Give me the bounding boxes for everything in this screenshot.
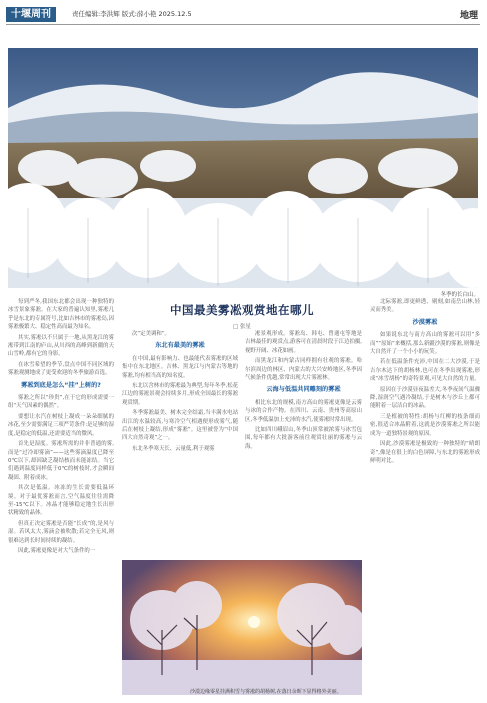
paragraph: 而黑龙江和内蒙古同样拥有壮观的雾凇。哈尔滨周边的林区、内蒙古的大兴安岭地区,冬季因气候条件优越,常常出现大片雾凇林。 [245, 358, 362, 382]
paragraph: 首先是湿度。雾凇所需的并非普通的雾,而是“过冷却雾滴”——这些雾滴温度已降至0℃以下,却因缺乏凝结核而未能冻结。当它们遇到温度同样低于0℃的树枝时,才会瞬间凝固、附着成冰。 [8, 441, 114, 481]
subheading: 云海与低温共同雕刻的雾凇 [266, 386, 341, 394]
paragraph: 三是植被的特性:胡杨与红柳的枝条细而密,很适合冰晶附着,这就是沙漠雾凇之所以能成为一道独特景观的原因。 [370, 413, 480, 437]
paragraph: 其次是低温。冰冻的生长需要低温环境。对于最优雾凇而言,空气温度往往需降至-15℃以下。冰晶才能够稳定地生长出形状精致的晶体。 [8, 485, 114, 517]
subheading: 雾凇到底是怎么“挂”上树的? [21, 381, 101, 389]
paragraph: 要想让水汽在树枝上凝成一朵朵细腻的冰花,至少需要满足三项严苛条件:是足够的湿度,是稳定的低温,还需要适当的微风。 [8, 413, 114, 437]
page-header [6, 6, 480, 25]
paragraph: 因此,雾凇更像是对大气条件的一 [18, 547, 96, 554]
column-1 [8, 298, 114, 701]
column-2 [122, 330, 238, 555]
article-title: 中国最美雾凇观赏地在哪儿 [170, 303, 314, 317]
article-byline: □ 张星 [233, 324, 251, 330]
hero-photo [8, 48, 478, 288]
paragraph: 原因在于沙漠昼夜温差大,冬季夜间气温骤降,湿润空气遇冷凝结,于是树木与沙丘上都可能附着一层洁白的冰晶。 [370, 386, 480, 410]
newspaper-brand: 十堰周刊 [6, 7, 56, 22]
paragraph: 冬季雾凇最美、树木完全结霜,当丰满水电站出江的水温较高,与寒冷空气相遇便形成雾气,随后在树枝上凝结,形成“雾凇”。这里被誉为“中国四大自然奇观”之一。 [122, 410, 238, 442]
section-label: 地理 [459, 11, 478, 21]
desert-rime-photo [122, 560, 362, 695]
hero-caption: 冬季的长白山。 [440, 292, 479, 298]
editor-credits: 责任编辑:李洪辉 版式:薛小艳 2025.12.5 [72, 10, 192, 18]
paragraph: 如果说东北与南方高山的雾凇可以用“多而”“原始”来概括,那么新疆沙漠的雾凇,则像是大自然开了一个小小的玩笑。 [370, 332, 480, 356]
paragraph: 在中国,最有影响力、也最能代表雾凇的区域集中在东北地区。吉林、黑龙江与内蒙古等地的雾凇,均有相当高的知名度。 [122, 355, 238, 379]
paragraph: 相比东北的规模,南方高山的雾凇更像是云雾与冰的合作产物。在四川、云南、贵州等高原山区,冬季低温加上充沛的水汽,使雾凇时常出现。 [245, 399, 362, 423]
paragraph: 雾凇之所以“珍贵”,在于它的形成需要一组“天气因素的偶然”。 [8, 395, 114, 410]
desert-photo-caption: 沙漠边缘零星挂满积雪与雾凇的胡杨树,在落日余晖下显得格外美丽。 [190, 689, 342, 695]
sunset-frosted-trees-image [122, 560, 362, 695]
paragraph: 因此,沙漠雾凇是极致的一种独特的“晴朗奇”,像是在很上的白色屏障,与东北的雾凇形成鲜明对比。 [370, 441, 480, 464]
article-title-block [122, 302, 362, 330]
paragraph: 次“定美调和”。 [132, 331, 170, 337]
paragraph: 其实,雾凇以不只属于一地,从黑龙江的雾淞带到江南的庐山,从川西的高峰到新疆的天山雪岭,都有它的身影。 [8, 334, 114, 358]
paragraph: 东北以含林市的雾凇最为典型,每年冬季,松花江边的雾凇景观会持续多月,形成全国最长的雾凇观赏期。 [122, 383, 238, 406]
paragraph: 东北冬季寒天长、云量低,利于观雾 [132, 445, 215, 452]
paragraph: 每到严冬,我国东北都会出现一种独特的冰雪景象雾凇。在大家的普遍认知里,雾凇几乎是东北的专属符号,比如吉林市的雾凇岛,因雾凇极繁大、稳定性高而最为知名。 [8, 299, 114, 331]
frosted-forest-landscape-image [8, 48, 478, 288]
paragraph: 在冰雪希望的季节,盘点中国不同区域的雾凇观测地成了更受欢迎的冬季旅游首选。 [8, 361, 114, 377]
paragraph: 但真正决定雾凇是否能“长成”的,是风与湿。若风太大,雾滴会被吹散;若完全无风,则很难达到长时间持续的凝结。 [8, 520, 114, 544]
subheading: 沙漠雾凇 [412, 318, 438, 326]
paragraph: 凇景观形成。雾凇岛、韩屯、曾通屯等地是吉林最佳的观赏点,游客可在清晨时段于江边拍摄,视野开阔、冰花如画。 [245, 331, 362, 354]
column-3 [245, 330, 362, 555]
paragraph: 比如四川峨眉山,冬季山顶常被浓雾与冰雪包围,每年都有大批游客前往观赏壮丽的雾凇与云海。 [245, 427, 362, 450]
paragraph: 若在低温条件充沛,中国在二大沙漠,于是吉尔木达下的胡杨林,也可在冬季出现雾凇,形成“冰雪胡杨”的奇特景观,可见大自然的力量。 [370, 359, 480, 383]
column-4 [370, 298, 480, 701]
subheading: 东北有最美的雾凇 [155, 342, 205, 350]
paragraph: 北际雾凇,即更鲜透、剔刻,如南岳山林,轻灵而秀美。 [370, 299, 480, 314]
